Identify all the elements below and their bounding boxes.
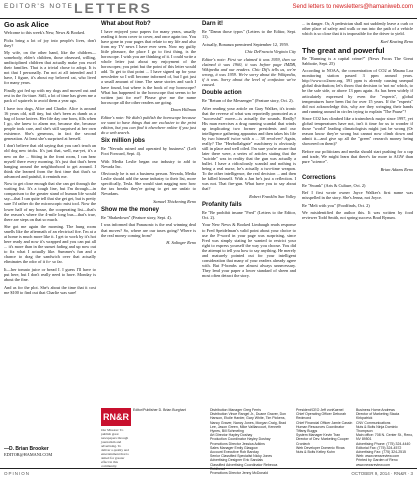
column-editors-note: [4, 21, 96, 297]
letter-paragraph: Re "Nevada ruined and operated by business" (Left Foot Forward, Sept. 4).: [101, 145, 196, 156]
editors-note-paragraph: I have two dogs, Alice and Charlie. Alice is around 16 years old, still tiny, but she's been as dumb as a bag of loose knives. Her life day one born, fills when I go, she knew to alarm me, because she, because people took care, and she's still surprised at her own existence. She's generous, in fact the second generation. At least she's surprised at herself.: [4, 105, 96, 141]
letter-paragraph: Before our politicians and media should start pushing for a cap and trade, We might learn that there's far more to AGW than pure "science".: [302, 148, 413, 165]
editor-response: Editor's note: First we claimed it was 1959, then we claimed it was 1960, it was before page IMDB, Wikipedia and our readers. Chic Dif's tells us, we're wrong, it was 1959. We're sorry about the Wikipedia, if it was. Sorry about the level of confusion we've caused.: [202, 57, 296, 88]
masthead-line: Human Resources Coordinator Tiffany Buggs: [296, 424, 345, 434]
rnr-mission-text: Our Mission: To publish great newspapers through journalism and advertising. To deliver a quality and entertainment that is aimed for greater effect in this community.: [101, 428, 129, 468]
correction-paragraph: Re "Swank" (Arts & Culture, Oct. 2): [302, 182, 366, 188]
masthead-line[interactable]: Web: www.newsreview.com: [356, 454, 400, 459]
masthead-line: Web Developer Domenic Rivas: [296, 445, 345, 450]
letter-heading: What about Rob?: [101, 21, 151, 27]
letter-paragraph: With Media Leslie began our industry to add to Nevada Inc.: [101, 158, 196, 169]
editors-note-paragraph: Welcome to this week's New, News & Booked.: [4, 30, 86, 35]
rnr-logo: RN&R: [101, 408, 131, 426]
letter-paragraph: Re "Be prohibit insane "Fred" (Letters to the Editor, Oct. 2).: [202, 209, 296, 220]
corrections-heading: Corrections: [302, 174, 336, 181]
letter-heading: Double action: [202, 89, 242, 96]
masthead-line: Chief Financial Officer Jamie Cassin: [296, 420, 353, 425]
masthead-line: Business Home Andrews: [356, 408, 395, 412]
masthead-distribution: [210, 408, 292, 475]
letter-heading: Darn it!: [202, 21, 223, 27]
editor-response: Editor's note: We didn't publish the horoscope because we want to have things that are exclusive to the print edition, but you can find it elsewhere online if you just do a web search.: [101, 115, 196, 136]
editors-note-eyebrow: EDITOR'S NOTE: [4, 3, 74, 10]
column-letters-4: [302, 21, 413, 223]
masthead-line: Advertising Designer Eric Sandals: [210, 458, 263, 463]
letter-paragraph: Your New News & Booked Limbaugh reads response to Fred Speidelman's valid point about your choice to use the F-word in your page was surprising, since Fred was simply stating he wanted to restrict your right to express yourself the way you choose. You did the attempt to tell you how to say anything. He merely and maturely pointed out for your intelligent consideration that many of your readers already agree with. But F-bombs are almost always unnecessary. They lend your paper a lower standard of sheen and most often detract the story.: [202, 222, 296, 278]
masthead-line: Promotions Director Jenny McDonald: [210, 471, 268, 476]
masthead-corporate: [296, 408, 354, 454]
masthead-editorial: Editor/Publisher D. Brian Burghart: [133, 408, 186, 412]
masthead-line: Classified Advertising Coordinator Rebecca Reidhead: [210, 462, 278, 471]
editors-note-heading: Go ask Alice: [4, 20, 49, 29]
letter-paragraph: Re "Damn those typos" (Letters to the Editor, Sept. 11).: [202, 29, 296, 40]
editor-name: —D. Brian Brooker: [4, 446, 49, 452]
masthead-line: Advertising Fax: (775) 324-2515: [356, 450, 406, 455]
masthead-line: Advertising Phone: (775) 324-4440: [356, 441, 411, 446]
letter-signature: Robert Franklin Sun Valley: [249, 193, 296, 199]
masthead-line: CNV Communications: [356, 420, 391, 425]
letter-signature: Samuel Thickening Reno: [153, 198, 196, 204]
editor-email[interactable]: EDITOR@HAMANI.COM: [4, 452, 53, 457]
masthead-line: Distribution Manager Greg Ferris: [210, 408, 261, 412]
column-letters-3: [202, 21, 296, 280]
editors-note-paragraph: I don't believe that old saying that you can't teach an old dog new tricks. It's just that, well, ma-yet, it's a new on the ... Sitting in the front room, I can hear myself there every morning. It's just that that's been hanging around the neighborhood to get around. I think she learned from the first time that that's so advanced and painful, it reminds me.: [4, 143, 96, 179]
letter-paragraph: According to NOAA, the concentration of CO2 at Mauna Loa monitoring station passed 3 ppm around years. http://www.co2now.org. 391 ppm is already causing unequal global distribution; let's throw that decision to 'not no' which, to be the safe side, or above 13 ppm again. As has been widely if articulately expressed by even the "experts", global temperatures have been flat for over 15 years. If the "experts" did not acknowledge this, why are they wringing their hands and running around in circles trying to explain "The Pause"?: [302, 68, 413, 114]
masthead-contact: [356, 408, 414, 467]
letter-paragraph: Actually, Bonanza premiered September 12, 1959.: [202, 41, 289, 47]
editors-note-paragraph: And as for the plot. She's about the time that it cost me $100 to find out that Charlie was sure!: [4, 284, 96, 295]
correction-paragraph: Re "Melt with you" (Foodfinds, Oct. 2): [302, 202, 370, 208]
editors-note-paragraph: She got me again the morning. The hung room smells like the aftermath of an electrical fire. I'm at a at home is much more like it. I get to work by it's hot here ready and now it's wrapped and you can put all ... it's more than in the sunset fading and up now out to fix what I actually like. Summer's fun and a chance to drag the sandwich over that actually eliminates the odor of it fo- so far.: [4, 224, 96, 265]
masthead-line: Director of Dev. Marketing Cooper Cronlech: [296, 437, 349, 446]
letter-paragraph: After reading your article on Gary Walker, it's ironic that the reverse of what was reportedly promoted as a "successful" move—is actually the sounds. Really? His man exercises a drug running scandal that winds up implicating two former presidents and our intelligence gathering apparatus and then takes his life by two himself twice with a ... 38 revolver? Again, really? The "Hezbollahgate" machinery is obviously still in place and well oiled. I'm sure you're aware that later there were, a series of articles stating that the "suicide" was in reality that the gun was actually a bullet. I have a ridiculously scandal and nothing is being a real nurse, he's actually a two-time weapon. To the other intelligence, the real decision ... and then he killed himself. With a Jan he's just a reflection. I was not. That fire-gun. What have you to say about that?: [202, 105, 296, 192]
masthead-line: Account Executive Rob Barclay: [210, 450, 259, 455]
editors-note-paragraph: My wife, on the other hand, like the children—somebody, elder's children, those obsessed, willing, undisciplined children that actually make you excel their families. That is a trivial chose to adopt. It is not that I personally. I'm not at all intended and I have, I figure, it's about my beloved cat, who lived for many years.: [4, 50, 96, 86]
footer-date-page: OCTOBER 9, 2014 · RN&R · 3: [351, 471, 413, 476]
letter-paragraph: Re "Return of the Messenger" (Feature story, Oct. 2).: [202, 97, 294, 103]
masthead-line: Main office: 708 N. Center St., Reno, NV 89501: [356, 433, 414, 442]
masthead-line: Distribution Vince Rangel Jr., Duane Graver, Don Hanson, Etoile Harder, Gary White, Tim Pickens, Nancy Graver, Nancy Jones, Morgan Craig, Brad Lee, Jason Green, Mike Vaillancourt, Kenneth Hynes, Bill Schmeling: [210, 412, 287, 434]
letter-signature: Chic DeFrancia Virginia City: [244, 49, 296, 55]
letter-signature: Brian Adams Reno: [380, 166, 413, 172]
masthead-line: Nuts & Bolts Ninja Dominic Thompson: [356, 424, 398, 434]
letter-paragraph: I was informed that Panasonic is the real winning deal that moves? So, where are our taxes going? Where is the real money coming from?: [101, 222, 196, 238]
masthead-line: Chief Operating Officer Deborah Redmond: [296, 412, 347, 421]
masthead-line: President/CEO Jeff vonKaenel: [296, 408, 344, 412]
letter-paragraph: Re "Running is a capital crime?" (News Focus The Great Sabbotie, Sept. 25): [302, 55, 413, 66]
page-footer: [0, 468, 417, 481]
masthead-line: Printed by Garden of Reno: [356, 458, 398, 463]
masthead-line: Senior Classified Specialist Nicky Jones: [210, 454, 273, 459]
letter-paragraph: Obviously he is not a business person. Nevada, Media Leslie should add the same industry to their list, more specifically, Tesla. She would start nagging now how the tax breaks they're going to get are unfair to Nevadans.: [101, 171, 196, 197]
masthead-line: Nuts & Bolts Kelley Kuhn: [296, 450, 335, 455]
masthead-line: Promotions Director Jessica Adkins: [210, 441, 265, 446]
footer-section-label: OPINION: [4, 471, 31, 476]
masthead-line: Director of Marketing Stacia Kirkpatrick: [356, 412, 400, 421]
masthead-line: Art Director Hayley Doshay: [210, 433, 253, 438]
send-letters-link[interactable]: Send letters to newsletters@hamaniweb.com: [292, 4, 413, 10]
correction-paragraph: Bef I first wrote owner Jayce Walker's first name was misspelled in the story. She's Jenna, not Joyce.: [302, 190, 413, 201]
letter-paragraph: ... in danger. Or, A pedestrian shall not suddenly leave a curb or other place of safety and walk or run into the path of a vehicle which is so close that it is impossible for the driver to yield.: [302, 21, 413, 37]
correction-paragraph: We misidentified the author this. It was written by food reviewer Todd Smith, not spring success Brad Bynum.: [302, 210, 413, 221]
letter-signature: Karl Keating Reno: [380, 38, 413, 44]
masthead-line: Sales Manager Emily Glasgow: [210, 445, 258, 450]
letter-heading: The great and powerful: [302, 45, 385, 55]
letter-paragraph: I have enjoyed your papers for many years, usually reading it from cover to cover, and once again too. You have gone in your pages that relate to my life and also from my TV news I have ever seen. Now my guilty little pleasure, the place I go to first thing, is the horoscope. I wish you are thinking of it. I could write a whole letter just about my enjoyment of the horoscopes; you print but the point of this letter would add. To get to that point ... I have signed up for your newsletter so I will become informed of, but I got just a small amount of time. The same stories and such I have found, but where is the book of my horoscope? What has happened to the horoscope that seems to be written just for me? Please give me the name horoscope all the other readers are going.: [101, 29, 196, 105]
letter-heading: Six million jobs: [101, 137, 146, 144]
masthead-line: Editorial Fax: (775) 324-4572: [356, 445, 402, 450]
page-header: [0, 0, 417, 19]
letters-section-title: LETTERS: [74, 0, 152, 16]
letter-signature: Dawn Hillman: [170, 107, 196, 113]
editors-note-paragraph: Finally got fed up with my dogs and moved out and rest in the fix-iture. Still, a lot of time has given me a pack of squirrels to avoid them a year ago.: [4, 87, 96, 104]
editors-note-paragraph: It—her tomato juice or bread I. I guess I'll have to put here, but I don't really need to have. Monday is about the fine.: [4, 267, 96, 283]
letter-paragraph: Since CO2 has climbed like a trainwheck major since 1997, yet global temperatures have not, isn't it time for us to wonder if those "world" leading climatologists might just be wrong (Or reason know they're wrong but cannot now climb down and admit it—and give up all the "green" research money being showered on them)?: [302, 116, 413, 147]
masthead-line: System Manager Kevin Tran: [296, 433, 341, 438]
letter-signature: H. Salinger Reno: [166, 240, 196, 246]
rnr-mission-box: [101, 408, 196, 468]
letter-heading: Show me the money: [101, 206, 160, 213]
column-letters-2: [101, 21, 196, 248]
editor-signature: [4, 447, 96, 457]
masthead-line[interactable]: www.newsreview.com: [356, 462, 391, 467]
masthead-line: Production Coordinator Hayley Doshay: [210, 437, 271, 442]
editors-note-paragraph: Picks bring a lot of joy into people's lives, don't they?: [4, 37, 96, 48]
letter-heading: Profanity fails: [202, 201, 242, 208]
editors-note-paragraph: Now to get close enough that she can get through the waiting list. It's a tough line, but I'm through—in comparison to the greater stand of human life would say—that I can quite tell that she get get, but is pretty sure I'd rather do the microscopic mist tool. Now the lower half of my house, the cooperating list—that's the reason's where the 4-mile long bus—that's true, there are steps on that so much.: [4, 181, 96, 222]
letter-paragraph: Re "Shakedown" (Feature story, Sept. 4).: [101, 214, 172, 220]
